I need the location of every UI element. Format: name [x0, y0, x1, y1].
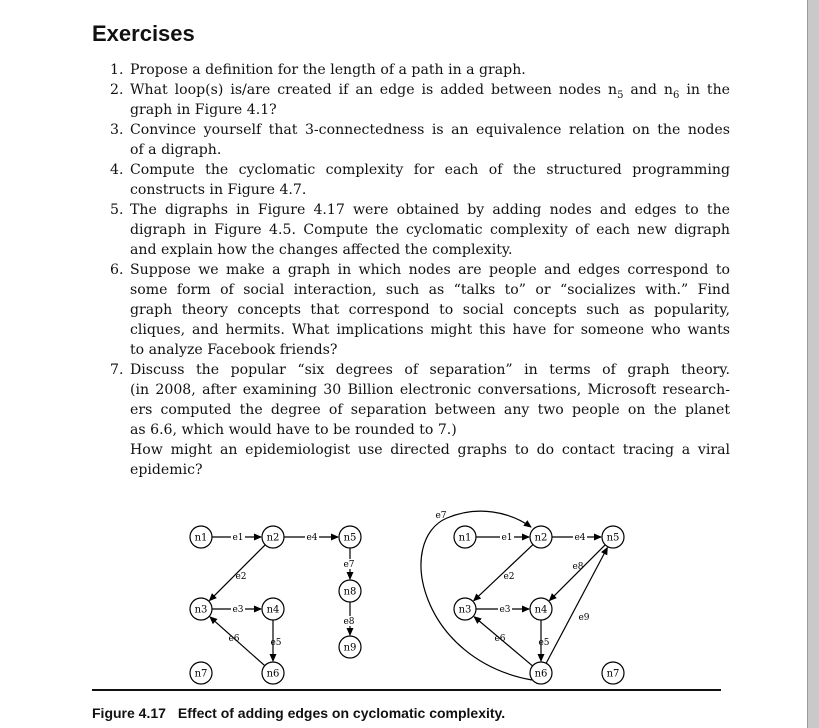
section-title: Exercises: [92, 21, 195, 46]
exercise-line: Discuss the popular “six degrees of separation” in terms of graph theory.: [130, 362, 730, 378]
graph-node-label: n1: [194, 532, 208, 544]
exercise-number: 2.: [110, 82, 124, 98]
exercise-number: 7.: [110, 362, 124, 378]
exercise-number: 1.: [110, 62, 124, 78]
exercise-number: 3.: [110, 122, 124, 138]
edge-label: e4: [574, 533, 586, 543]
graph-node-label: n5: [606, 532, 620, 544]
edge-label: e9: [578, 613, 590, 623]
graph-node-label: n9: [343, 642, 357, 654]
edge-label: e8: [343, 617, 355, 627]
subscript: 5: [617, 89, 624, 101]
figure-label: Figure 4.17: [92, 705, 166, 721]
exercise-line: of a digraph.: [130, 142, 222, 158]
edge-label: e1: [232, 533, 244, 543]
graph-node-label: n4: [534, 604, 548, 616]
graph-node-label: n8: [343, 586, 357, 598]
edge-label: e2: [503, 572, 515, 582]
exercise-number: 6.: [110, 262, 124, 278]
edge-label: e7: [435, 511, 447, 521]
edge-label: e3: [232, 605, 244, 615]
graph-node-label: n5: [343, 532, 357, 544]
exercise-number: 4.: [110, 162, 124, 178]
exercise-line: Propose a definition for the length of a path in a graph.: [130, 62, 526, 78]
edge-label: e6: [494, 634, 506, 644]
figure-title: Effect of adding edges on cyclomatic complexity.: [177, 705, 506, 721]
exercise-line: The digraphs in Figure 4.17 were obtained by adding nodes and edges to the: [130, 202, 730, 218]
exercise-line: graph in Figure 4.1?: [130, 102, 277, 118]
exercise-line: Compute the cyclomatic complexity for each of the structured programming: [130, 162, 730, 178]
figure-caption: [92, 705, 505, 721]
figure-rule: [92, 689, 721, 691]
exercise-line: as 6.6, which would have to be rounded to 7.): [130, 422, 457, 438]
exercise-line: to analyze Facebook friends?: [130, 342, 338, 358]
exercise-line: How might an epidemiologist use directed graphs to do contact tracing a viral: [130, 442, 730, 458]
subscript: 6: [672, 89, 680, 101]
exercise-line: Suppose we make a graph in which nodes are people and edges correspond to: [130, 262, 730, 278]
graph-node-label: n6: [266, 668, 280, 680]
exercise-line: (in 2008, after examining 30 Billion electronic conversations, Microsoft research-: [130, 382, 730, 398]
exercise-number: 5.: [110, 202, 124, 218]
graph-node-label: n4: [266, 604, 280, 616]
exercise-text: in the: [679, 82, 730, 98]
exercise-line: some form of social interaction, such as “talks to” or “socializes with.” Find: [130, 282, 730, 298]
exercise-line: Convince yourself that 3-connectedness is an equivalence relation on the nodes: [130, 122, 730, 138]
edge-label: e8: [572, 562, 584, 572]
exercise-line: constructs in Figure 4.7.: [130, 182, 307, 198]
graph-node-label: n6: [534, 668, 548, 680]
scrollbar[interactable]: [807, 0, 819, 728]
graph-node-label: n7: [194, 668, 208, 680]
edge-label: e4: [306, 533, 318, 543]
graph-node-label: n1: [458, 532, 472, 544]
exercise-line: epidemic?: [130, 462, 203, 478]
edge-label: e7: [343, 560, 355, 570]
edge-label: e5: [270, 638, 282, 648]
graph-node-label: n3: [458, 604, 472, 616]
exercise-line: cliques, and hermits. What implications might this have for someone who wants: [130, 322, 730, 338]
graph-node-label: n7: [606, 668, 620, 680]
edge-label: e3: [499, 605, 511, 615]
graph-node-label: n3: [194, 604, 208, 616]
graph-node-label: n2: [266, 532, 280, 544]
edge-label: e6: [228, 634, 240, 644]
edge-label: e2: [235, 572, 247, 582]
graph-edge: [549, 545, 605, 601]
edge-label: e5: [538, 638, 550, 648]
edge-label: e1: [501, 533, 513, 543]
exercise-line: and explain how the changes affected the complexity.: [130, 242, 513, 258]
exercise-line: ers computed the degree of separation between any two people on the planet: [130, 402, 730, 418]
exercise-text: and n: [623, 82, 673, 98]
exercise-text: What loop(s) is/are created if an edge is added between nodes n: [130, 82, 618, 98]
graph-node-label: n2: [534, 532, 548, 544]
exercise-line: digraph in Figure 4.5. Compute the cyclomatic complexity of each new digraph: [130, 222, 730, 238]
exercise-line: graph theory concepts that correspond to social concepts such as popularity,: [130, 302, 730, 318]
